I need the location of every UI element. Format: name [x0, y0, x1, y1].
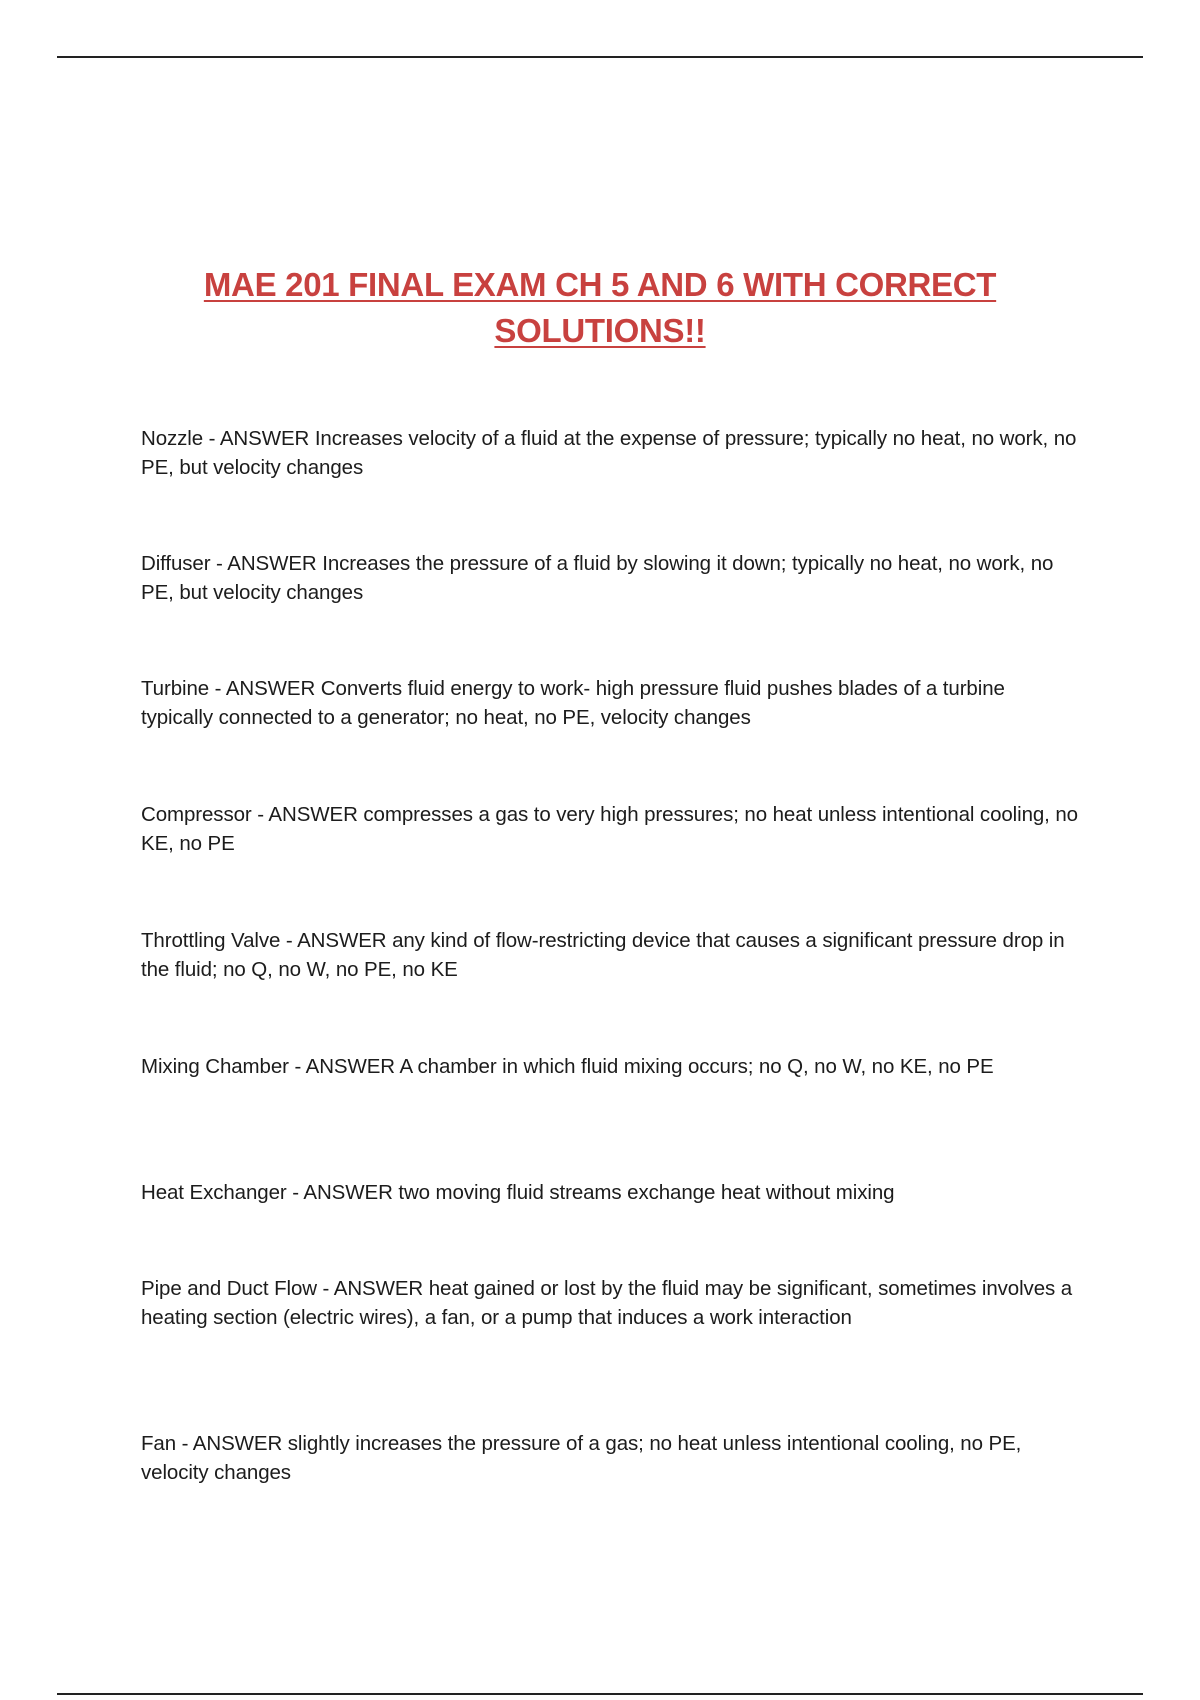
entry-nozzle: Nozzle - ANSWER Increases velocity of a fluid at the expense of pressure; typically no heat, no work, no PE, but velocity changes: [141, 427, 1077, 479]
entry-turbine: Turbine - ANSWER Converts fluid energy to work- high pressure fluid pushes blades of a turbine typically connected to a generator; no heat, no PE, velocity changes: [141, 677, 1005, 729]
entry-heat-exchanger: Heat Exchanger - ANSWER two moving fluid streams exchange heat without mixing: [141, 1181, 895, 1204]
entry-pipe-and-duct-flow: Pipe and Duct Flow - ANSWER heat gained or lost by the fluid may be significant, sometimes involves a heating section (electric wires), a fan, or a pump that induces a work interaction: [141, 1277, 1073, 1329]
bottom-divider: [57, 1693, 1143, 1695]
top-divider: [57, 56, 1143, 58]
entry-fan: Fan - ANSWER slightly increases the pressure of a gas; no heat unless intentional cooling, no PE, velocity changes: [141, 1432, 1022, 1484]
entry-throttling-valve: Throttling Valve - ANSWER any kind of flow-restricting device that causes a significant pressure drop in the fluid; no Q, no W, no PE, no KE: [141, 929, 1065, 981]
entry-compressor: Compressor - ANSWER compresses a gas to very high pressures; no heat unless intentional cooling, no KE, no PE: [141, 803, 1078, 855]
document-title: MAE 201 FINAL EXAM CH 5 AND 6 WITH CORRECT SOLUTIONS!!: [203, 266, 997, 349]
entry-mixing-chamber: Mixing Chamber - ANSWER A chamber in which fluid mixing occurs; no Q, no W, no KE, no PE: [141, 1055, 994, 1078]
entry-diffuser: Diffuser - ANSWER Increases the pressure of a fluid by slowing it down; typically no heat, no work, no PE, but velocity changes: [141, 552, 1054, 604]
